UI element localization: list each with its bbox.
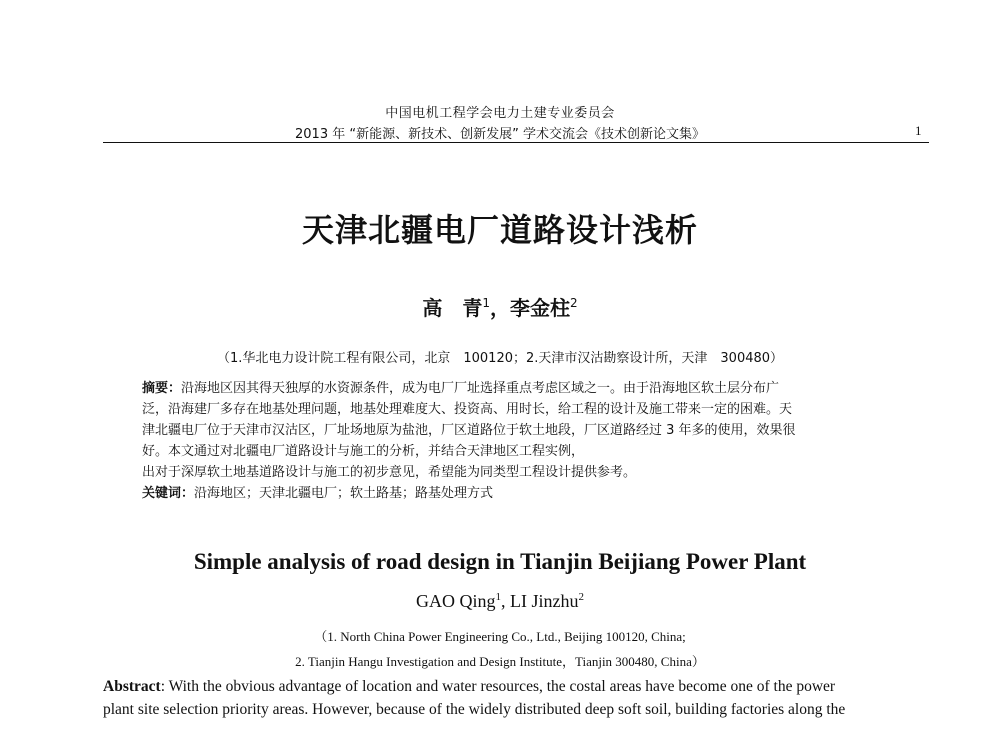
authors-english — [0, 591, 1000, 612]
author-2-affiliation-mark-en: 2 — [578, 591, 584, 603]
paper-title-chinese: 天津北疆电厂道路设计浅析 — [301, 211, 698, 249]
abstract-zh-line — [142, 378, 892, 399]
abstract-zh-text: 沿海地区因其得天独厚的水资源条件，成为电厂厂址选择重点考虑区域之一。由于沿海地区软土层分布广 — [181, 381, 780, 396]
abstract-en-line: plant site selection priority areas. However, because of the widely distributed deep soft soil, building factories along the — [103, 701, 846, 718]
author-1-affiliation-mark: 1 — [482, 296, 490, 310]
abstract-zh-line: 泛，沿海建厂多存在地基处理问题，地基处理难度大、投资高、用时长，给工程的设计及施工带来一定的困难。天 — [142, 402, 793, 417]
header-rule — [103, 142, 929, 143]
abstract-zh-line: 出对于深厚软土地基道路设计与施工的初步意见，希望能为同类型工程设计提供参考。 — [142, 465, 637, 480]
keywords-chinese — [142, 483, 892, 504]
abstract-chinese — [142, 378, 892, 504]
journal-header-society: 中国电机工程学会电力土建专业委员会 — [385, 106, 615, 121]
author-separator: ， — [490, 296, 510, 320]
author-2-name-en: LI Jinzhu — [510, 591, 579, 611]
keywords-zh-text: 沿海地区；天津北疆电厂；软土路基；路基处理方式 — [194, 486, 494, 501]
author-2-affiliation-mark: 2 — [570, 296, 578, 310]
author-1-name: 高 青 — [422, 296, 483, 320]
abstract-english — [103, 675, 933, 721]
abstract-zh-line: 津北疆电厂位于天津市汉沽区，厂址场地原为盐池，厂区道路位于软土地段，厂区道路经过 3 年多的使用，效果很 — [142, 423, 796, 438]
keywords-zh-label: 关键词： — [142, 486, 195, 501]
authors-chinese — [0, 292, 1000, 321]
abstract-en-line — [103, 675, 933, 698]
affiliations-chinese: （1.华北电力设计院工程有限公司，北京 100120；2.天津市汉沽勘察设计所，天津 300480） — [216, 351, 784, 366]
abstract-en-label: Abstract — [103, 678, 161, 695]
abstract-zh-label: 摘要： — [142, 381, 182, 396]
author-1-name-en: GAO Qing — [416, 591, 496, 611]
journal-header-proceedings: 2013 年 “新能源、新技术、创新发展” 学术交流会《技术创新论文集》 — [295, 127, 705, 142]
abstract-en-text: : With the obvious advantage of location and water resources, the costal areas have become one of the power — [160, 678, 836, 695]
page-number: 1 — [915, 123, 922, 138]
author-separator-en: , — [501, 591, 510, 611]
author-1-affiliation-mark-en: 1 — [495, 591, 501, 603]
abstract-zh-line: 好。本文通过对北疆电厂道路设计与施工的分析，并结合天津地区工程实例， — [142, 444, 585, 459]
affiliation-english-1: （1. North China Power Engineering Co., Ltd., Beijing 100120, China; — [314, 629, 686, 644]
affiliation-english-2: 2. Tianjin Hangu Investigation and Design Institute，Tianjin 300480, China） — [295, 654, 705, 669]
author-2-name: 李金柱 — [510, 296, 570, 320]
paper-title-english: Simple analysis of road design in Tianjin Beijiang Power Plant — [193, 549, 807, 574]
